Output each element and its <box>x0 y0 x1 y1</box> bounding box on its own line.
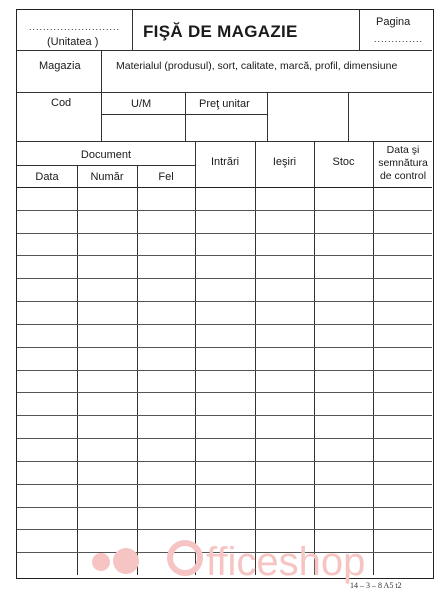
table-row-line <box>17 347 432 348</box>
divider <box>185 92 186 141</box>
watermark-text: fficeshop <box>206 540 366 584</box>
code-label: Cod <box>51 97 72 109</box>
table-row-line <box>17 324 432 325</box>
watermark-logo-o <box>167 540 203 576</box>
divider <box>17 141 432 142</box>
column-line <box>314 141 315 575</box>
divider <box>17 165 195 166</box>
column-line <box>255 141 256 575</box>
table-row-line <box>17 484 432 485</box>
column-header-number: Număr <box>90 171 124 183</box>
divider <box>101 114 267 115</box>
page-label: Pagina <box>376 16 411 28</box>
divider <box>17 187 432 188</box>
divider <box>101 50 102 92</box>
document-group-header: Document <box>80 149 132 161</box>
table-row-line <box>17 301 432 302</box>
warehouse-card-form <box>16 9 434 579</box>
watermark-dot <box>113 548 139 574</box>
table-row-line <box>17 415 432 416</box>
table-row-line <box>17 233 432 234</box>
table-row-line <box>17 255 432 256</box>
divider <box>267 92 268 141</box>
material-label: Materialul (produsul), sort, calitate, marcă, profil, dimensiune <box>116 60 398 72</box>
table-row-line <box>17 529 432 530</box>
unit-of-measure-label: U/M <box>131 98 152 110</box>
divider <box>17 50 432 51</box>
column-header-exits: Ieşiri <box>272 156 297 168</box>
unit-price-label: Preţ unitar <box>199 98 250 110</box>
column-header-control-signature: Data şi semnătura de control <box>378 144 428 182</box>
divider <box>132 10 133 50</box>
column-header-date: Data <box>35 171 59 183</box>
divider <box>348 92 349 141</box>
table-row-line <box>17 507 432 508</box>
table-row-line <box>17 370 432 371</box>
table-row-line <box>17 392 432 393</box>
table-row-line <box>17 461 432 462</box>
divider <box>101 92 102 141</box>
column-line <box>195 141 196 575</box>
form-title: FIŞĂ DE MAGAZIE <box>143 22 298 41</box>
column-header-type: Fel <box>158 171 174 183</box>
form-code: 14 – 3 – 8 A5 t2 <box>350 581 402 590</box>
unit-label: (Unitatea ) <box>47 36 99 48</box>
divider <box>17 92 432 93</box>
watermark-dot <box>92 553 110 571</box>
column-line <box>373 141 374 575</box>
table-row-line <box>17 278 432 279</box>
table-row-line <box>17 210 432 211</box>
column-header-stock: Stoc <box>332 156 355 168</box>
column-header-entries: Intrări <box>210 156 240 168</box>
unit-name-field[interactable]: .......................... <box>29 22 121 32</box>
page-number-field[interactable]: .............. <box>374 34 424 44</box>
warehouse-label: Magazia <box>39 60 81 72</box>
divider <box>359 10 360 50</box>
table-row-line <box>17 438 432 439</box>
